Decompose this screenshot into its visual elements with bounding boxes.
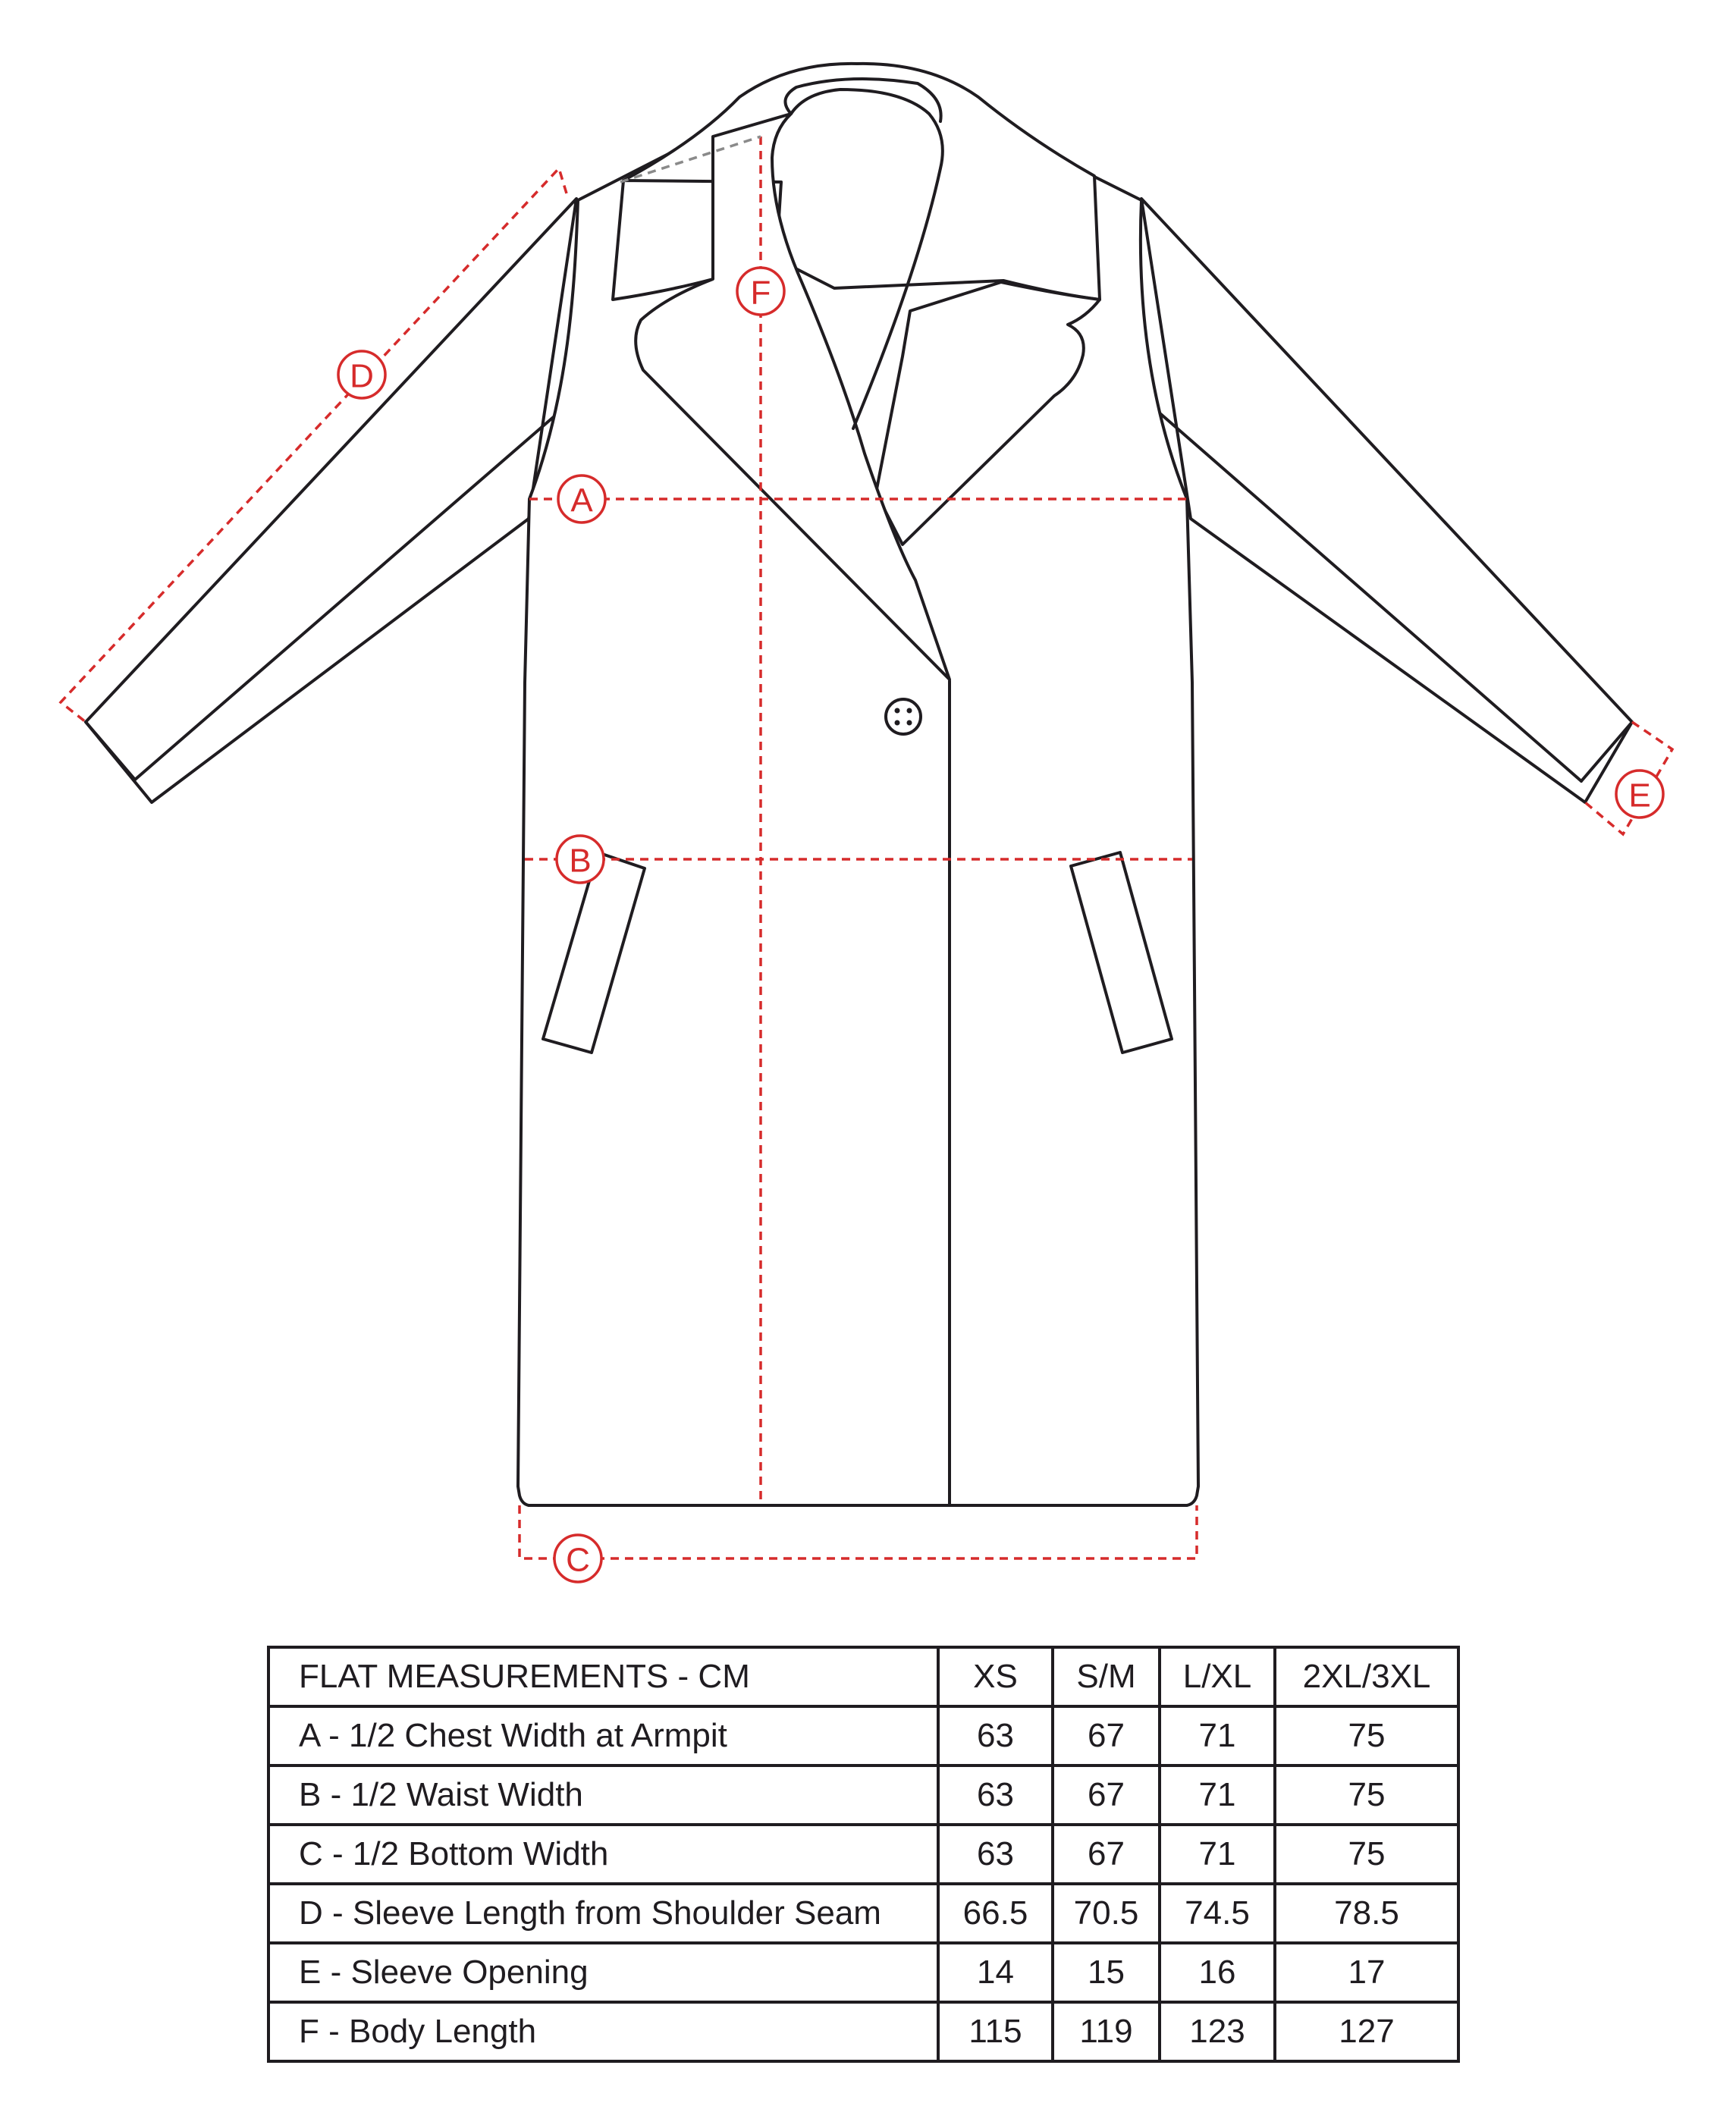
table-title: FLAT MEASUREMENTS - CM bbox=[268, 1647, 938, 1706]
table-cell: 75 bbox=[1275, 1825, 1458, 1884]
right-sleeve bbox=[1141, 199, 1632, 802]
table-row bbox=[268, 1765, 1458, 1825]
table-cell: 63 bbox=[938, 1765, 1053, 1825]
coat-body bbox=[518, 118, 1198, 1505]
table-cell: 70.5 bbox=[1053, 1884, 1160, 1943]
table-row bbox=[268, 2002, 1458, 2061]
size-header: L/XL bbox=[1160, 1647, 1275, 1706]
table-cell: 14 bbox=[938, 1943, 1053, 2002]
marker-c bbox=[554, 1535, 601, 1582]
size-header: XS bbox=[938, 1647, 1053, 1706]
table-cell: 15 bbox=[1053, 1943, 1160, 2002]
table-cell: 127 bbox=[1275, 2002, 1458, 2061]
svg-text:B: B bbox=[569, 842, 592, 880]
table-cell: 63 bbox=[938, 1706, 1053, 1765]
row-label: E - Sleeve Opening bbox=[268, 1943, 938, 2002]
row-label: F - Body Length bbox=[268, 2002, 938, 2061]
row-label: D - Sleeve Length from Shoulder Seam bbox=[268, 1884, 938, 1943]
table-cell: 74.5 bbox=[1160, 1884, 1275, 1943]
coat-button bbox=[886, 699, 921, 734]
table-cell: 63 bbox=[938, 1825, 1053, 1884]
marker-b bbox=[557, 836, 604, 883]
table-cell: 119 bbox=[1053, 2002, 1160, 2061]
size-header: 2XL/3XL bbox=[1275, 1647, 1458, 1706]
row-label: C - 1/2 Bottom Width bbox=[268, 1825, 938, 1884]
table-row bbox=[268, 1825, 1458, 1884]
marker-f bbox=[737, 268, 784, 315]
svg-text:F: F bbox=[750, 274, 771, 312]
table-cell: 66.5 bbox=[938, 1884, 1053, 1943]
table-row bbox=[268, 1884, 1458, 1943]
svg-text:D: D bbox=[350, 357, 374, 395]
table-cell: 17 bbox=[1275, 1943, 1458, 2002]
row-label: A - 1/2 Chest Width at Armpit bbox=[268, 1706, 938, 1765]
table-cell: 67 bbox=[1053, 1706, 1160, 1765]
svg-text:C: C bbox=[566, 1541, 590, 1579]
left-sleeve bbox=[86, 199, 576, 802]
table-cell: 78.5 bbox=[1275, 1884, 1458, 1943]
measure-line-c bbox=[520, 1505, 1197, 1558]
table-cell: 67 bbox=[1053, 1765, 1160, 1825]
table-cell: 71 bbox=[1160, 1765, 1275, 1825]
table-header-row bbox=[268, 1647, 1458, 1706]
row-label: B - 1/2 Waist Width bbox=[268, 1765, 938, 1825]
marker-d bbox=[338, 351, 385, 398]
marker-a bbox=[558, 476, 605, 523]
table-cell: 75 bbox=[1275, 1765, 1458, 1825]
table-row bbox=[268, 1943, 1458, 2002]
table-cell: 71 bbox=[1160, 1706, 1275, 1765]
table-cell: 75 bbox=[1275, 1706, 1458, 1765]
svg-text:A: A bbox=[570, 482, 593, 519]
size-chart-table bbox=[267, 1646, 1460, 2063]
table-cell: 16 bbox=[1160, 1943, 1275, 2002]
size-header: S/M bbox=[1053, 1647, 1160, 1706]
svg-text:E: E bbox=[1628, 777, 1651, 814]
table-cell: 123 bbox=[1160, 2002, 1275, 2061]
table-cell: 115 bbox=[938, 2002, 1053, 2061]
marker-e bbox=[1616, 771, 1663, 818]
table-cell: 71 bbox=[1160, 1825, 1275, 1884]
table-cell: 67 bbox=[1053, 1825, 1160, 1884]
table-row bbox=[268, 1706, 1458, 1765]
